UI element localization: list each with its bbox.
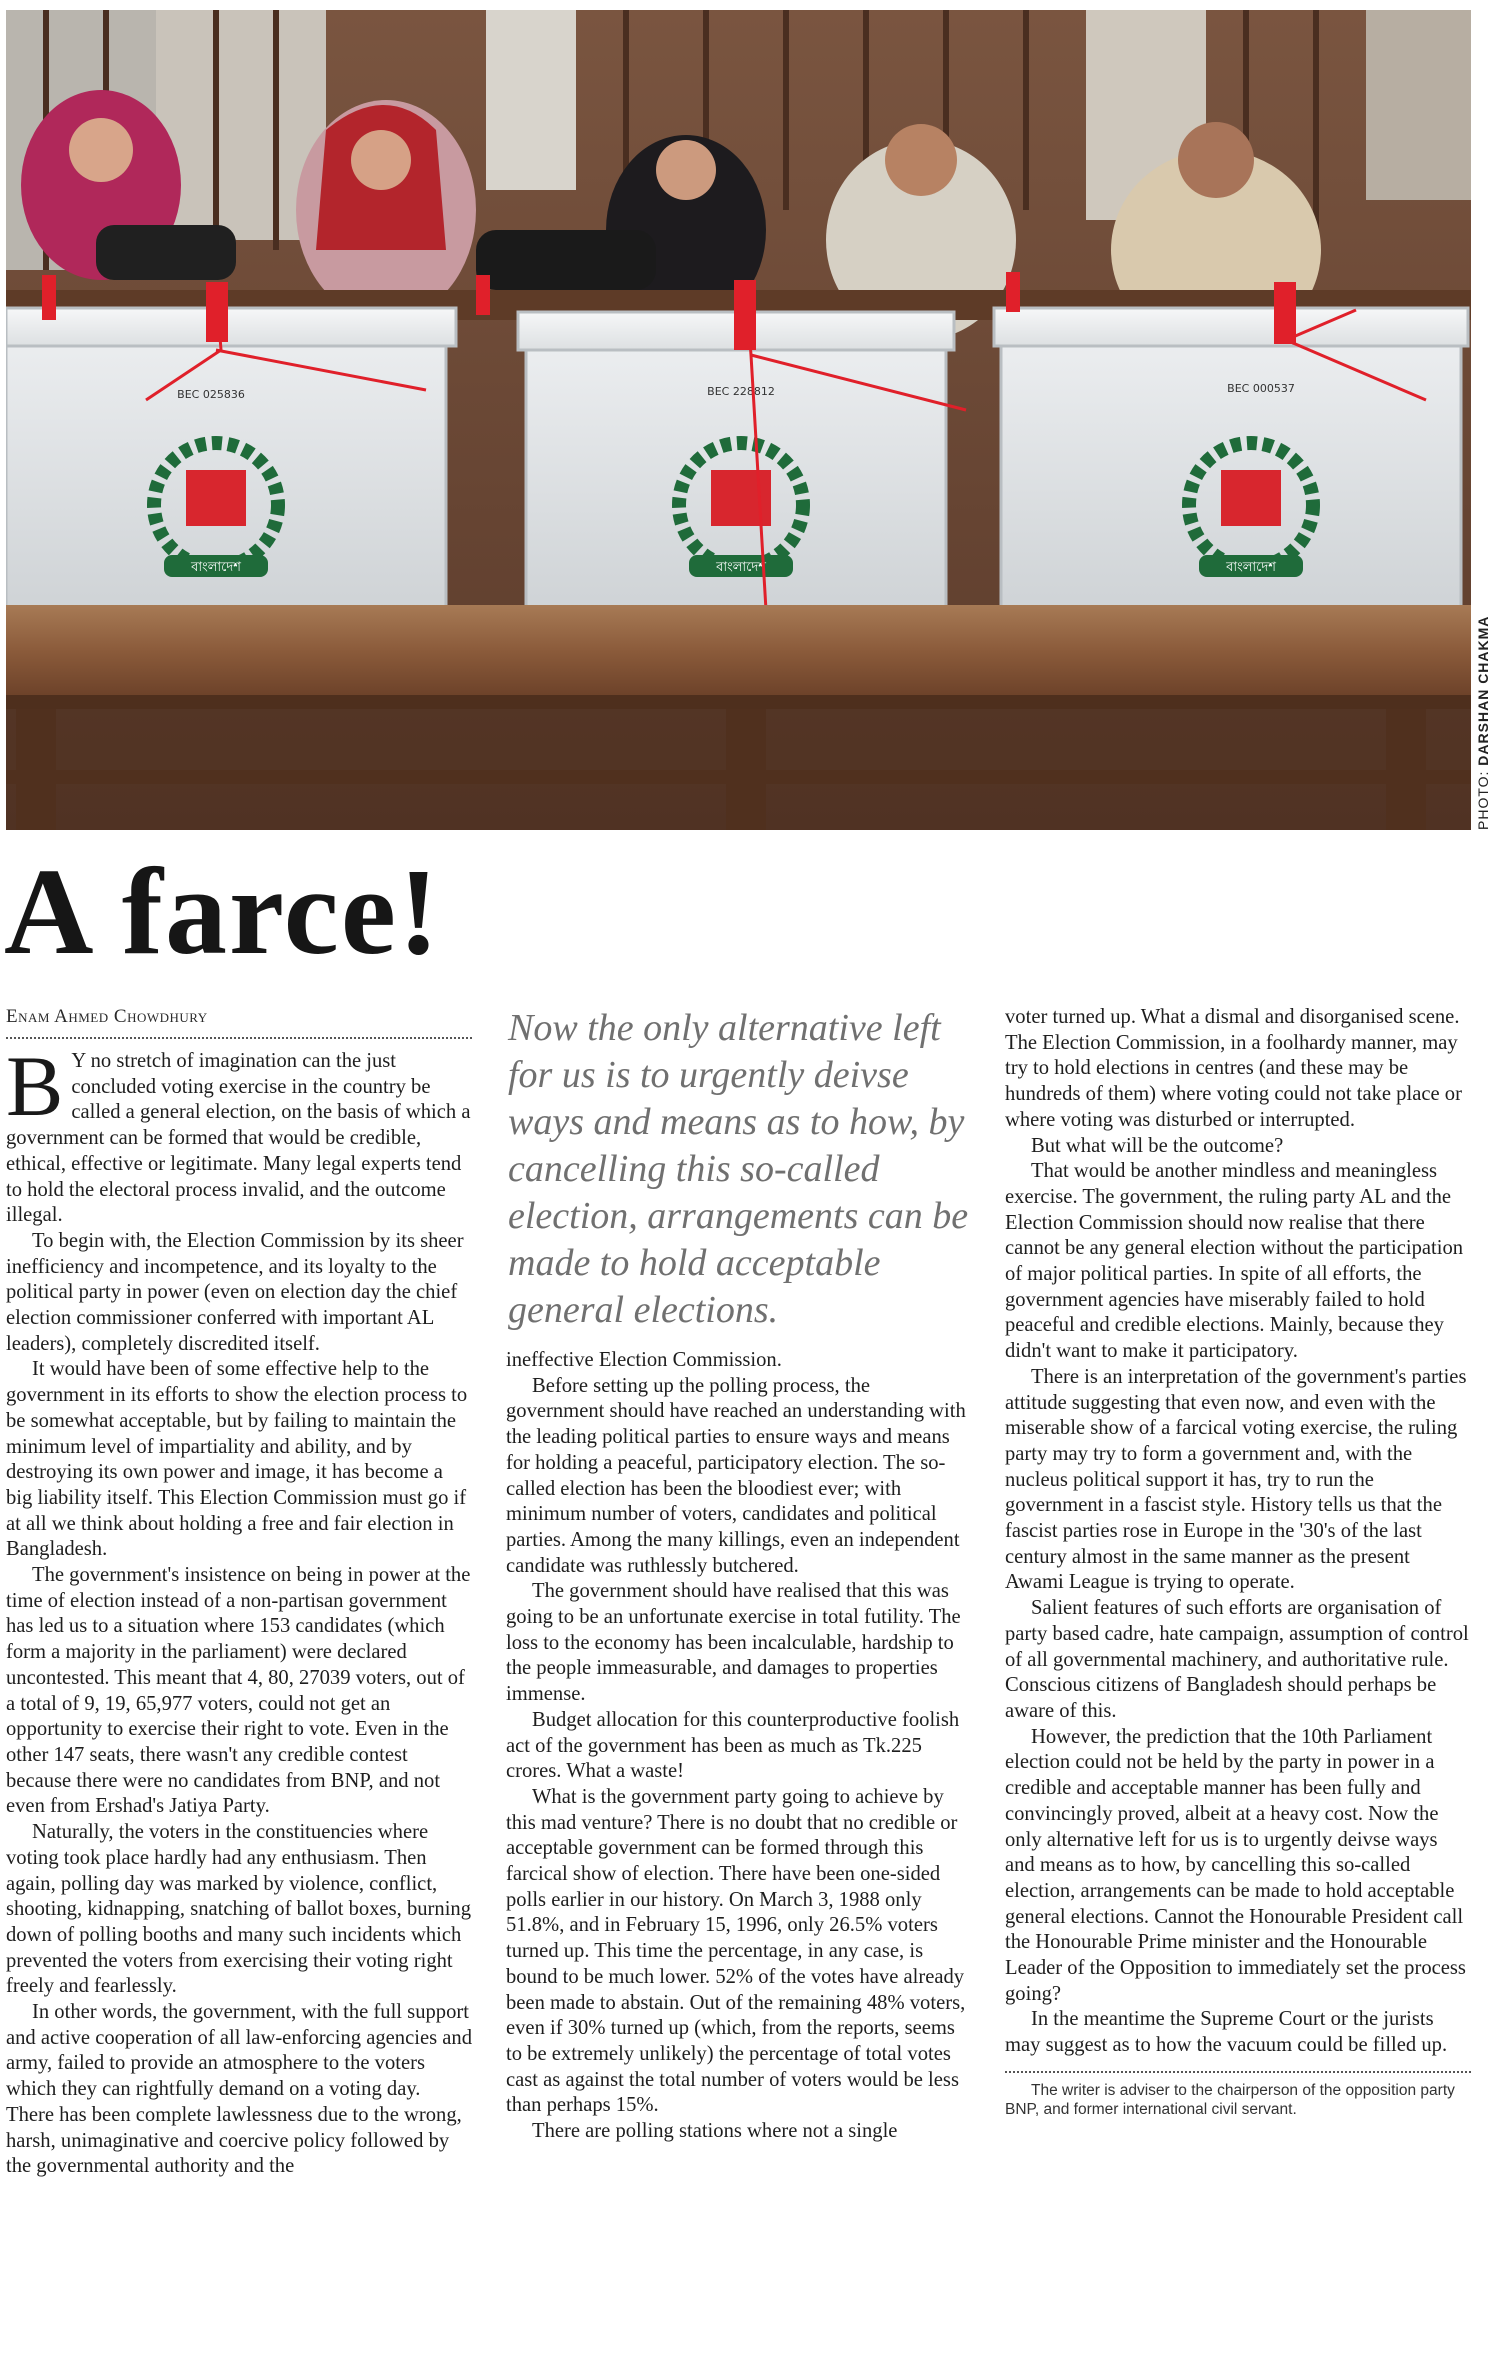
paragraph: There are polling stations where not a single [532, 2120, 898, 2143]
paragraph: The government should have realised that this was going to be an unfortunate exercise in total futility. The loss to the economy has been incalculable, hardship to the people immeasurable, and damages to properties immense. [506, 1580, 961, 1706]
paragraph: The government's insistence on being in power at the time of election instead of a non-partisan government has led us to a situation where 153 candidates (which form a majority in the parliament) were declared uncontested. This meant that 4, 80, 27039 voters, out of a total of 9, 19, 65,977 voters, could not get an opportunity to exercise their right to vote. Even in the other 147 seats, there wasn't any credible contest because there were no candidates from BNP, and not even from Ershad's Jatiya Party. [6, 1564, 471, 1818]
photo-credit-prefix: PHOTO: [1475, 770, 1491, 830]
svg-text:বাংলাদেশ: বাংলাদেশ [716, 560, 766, 575]
paragraph: There is an interpretation of the government's parties attitude suggesting that even now, and even with the miserable show of a farcical voting exercise, the ruling party may try to form a government and, with the nucleus political support it has, try to run the government in a fascist style. History tells us that the fascist parties rose in Europe in the '30's of the last century almost in the same manner as the present Awami League is trying to operate. [1005, 1365, 1467, 1594]
svg-text:BEC 228812: BEC 228812 [707, 385, 775, 398]
svg-text:বাংলাদেশ: বাংলাদেশ [191, 560, 241, 575]
author-note: The writer is adviser to the chairperson of the opposition party BNP, and former international civil servant. [1005, 2081, 1455, 2118]
paragraph: Budget allocation for this counterproductive foolish act of the government has been as much as Tk.225 crores. What a waste! [506, 1708, 960, 1783]
svg-text:BEC 000537: BEC 000537 [1227, 382, 1295, 395]
article-column-2 [506, 1005, 971, 2145]
ballot-box-2 [518, 312, 954, 610]
paragraph: In other words, the government, with the full support and active cooperation of all law-enforcing agencies and army, failed to provide an atmosphere to the voters which they can rightfully demand on a voting day. There has been complete lawlessness due to the wrong, harsh, unimaginative and coercive policy followed by the governmental authority and the [6, 2001, 473, 2178]
polling-station-image [6, 10, 1471, 830]
paragraph: It would have been of some effective help to the government in its efforts to show the election process to be somewhat acceptable, but by failing to maintain the minimum level of impartiality and ability, and by destroying its own power and image, it has become a big liability itself. This Election Commission must go if at all we think about holding a free and fair election in Bangladesh. [6, 1358, 468, 1561]
svg-text:BEC 025836: BEC 025836 [177, 388, 245, 401]
svg-text:বাংলাদেশ: বাংলাদেশ [1226, 560, 1276, 575]
byline-divider [6, 1037, 472, 1039]
paragraph: To begin with, the Election Commission by its sheer inefficiency and incompetence, and its loyalty to the political party in power (even on election day the chief election commissioner conferred with important AL leaders), completely discredited itself. [6, 1229, 464, 1355]
paragraph: In the meantime the Supreme Court or the jurists may suggest as to how the vacuum could be filled up. [1005, 2008, 1448, 2057]
paragraph: That would be another mindless and meaningless exercise. The government, the ruling party AL and the Election Commission should now realise that there cannot be any general election without the participation of major political parties. In spite of all efforts, the government agencies have miserably failed to hold peaceful and credible elections. Mainly, because they didn't want to make it participatory. [1005, 1160, 1464, 1363]
paragraph: But what will be the outcome? [1031, 1134, 1284, 1157]
paragraph: voter turned up. What a dismal and disorganised scene. The Election Commission, in a foolhardy manner, may try to hold elections in centres (and these may be hundreds of them) where voting could not take place or where voting was disturbed or interrupted. [1005, 1006, 1462, 1131]
paragraph: However, the prediction that the 10th Parliament election could not be held by the party in power in a credible and acceptable manner has been fully and convincingly proved, albeit at a heavy cost. Now the only alternative left for us is to urgently deivse ways and means as to how, by cancelling this so-called election, arrangements can be made to hold acceptable general elections. Cannot the Honourable President call the Honourable Prime minister and the Honourable Leader of the Opposition to immediately set the process going? [1005, 1725, 1466, 2005]
paragraph: Naturally, the voters in the constituencies where voting took place hardly had any enthusiasm. Then again, polling day was marked by violence, conflict, shooting, kidnapping, snatching of ballot boxes, burning down of polling booths and many such incidents which prevented the voters from exercising their voting right freely and fearlessly. [6, 1821, 472, 1998]
article-column-3 [1005, 1005, 1471, 2119]
paragraph: What is the government party going to achieve by this mad venture? There is no doubt that no credible or acceptable government can be formed through this farcical show of election. There have been one-sided polls earlier in our history. On March 3, 1988 only 51.8%, and in February 15, 1996, only 26.5% voters turned up. This time the percentage, in any case, is bound to be much lower. 52% of the votes have already been made to abstain. Out of the remaining 48% voters, even if 30% turned up (which, from the reports, seems to be extremely unlikely) the percentage of total votes cast as against the total number of voters would be less than perhaps 15%. [506, 1785, 966, 2117]
article-photo [6, 10, 1471, 830]
article-column-1 [6, 1005, 472, 2180]
paragraph: B Y no stretch of imagination can the just concluded voting exercise in the country be called a general election, on the basis of which a government can be formed that would be credible, ethical, effective or legitimate. Many legal experts tend to hold the electoral process invalid, and the outcome illegal. [6, 1038, 471, 1227]
footnote-divider [1005, 2071, 1471, 2073]
headline: A farce! [4, 843, 442, 980]
photographer-name: DARSHAN CHAKMA [1475, 615, 1491, 766]
paragraph: Before setting up the polling process, the government should have reached an understanding with the leading political parties to ensure ways and means for holding a peaceful, participatory election. The so-called election has been the bloodiest ever; with minimum number of voters, candidates and political parties. Among the many killings, even an independent candidate was ruthlessly butchered. [506, 1374, 966, 1577]
drop-cap: B [6, 1038, 64, 1134]
paragraph: ineffective Election Commission. [506, 1349, 782, 1371]
byline: Enam Ahmed Chowdhury [6, 1006, 208, 1027]
ballot-box-3 [994, 308, 1468, 610]
photo-credit [1475, 600, 1499, 830]
pull-quote: Now the only alternative left for us is to urgently deivse ways and means as to how, by cancelling this so-called election, arrangements can be made to hold acceptable general elections. [508, 1007, 969, 1331]
paragraph: Salient features of such efforts are organisation of party based cadre, hate campaign, assumption of control of all governmental machinery, and authoritative rule. Conscious citizens of Bangladesh should perhaps be aware of this. [1005, 1597, 1469, 1722]
